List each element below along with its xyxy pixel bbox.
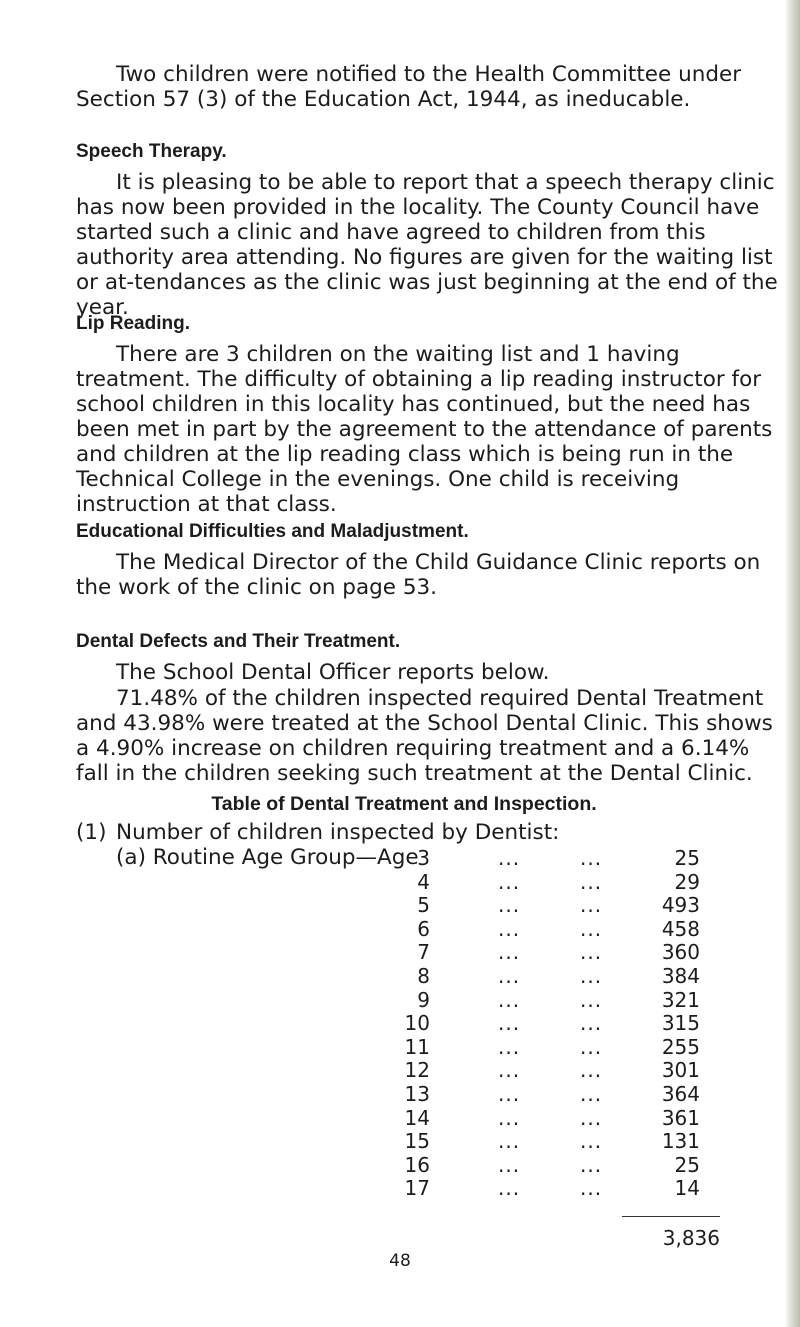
lip-reading-paragraph: There are 3 children on the waiting list and 1 having treatment. The difficulty of obtaining a lip reading instructor for school children in this locality has continued, but the need has been met in part by the agreement to the attendance of parents and children at the lip reading class which is being run in the Technical College in the evenings. One child is receiving instruction at that class.: [76, 342, 773, 517]
table-row: [380, 964, 720, 989]
age-cell: 12: [404, 1058, 430, 1083]
table-row: [380, 1035, 720, 1060]
table-row: [380, 1129, 720, 1154]
leader-dots: ...: [498, 1011, 521, 1036]
table-title: Table of Dental Treatment and Inspection.: [211, 793, 597, 815]
leader-dots: ...: [580, 1011, 603, 1036]
count-cell: 29: [674, 869, 700, 894]
age-cell: 4: [417, 869, 430, 894]
leader-dots: ...: [580, 1129, 603, 1154]
speech-therapy-paragraph: It is pleasing to be able to report that a speech therapy clinic has now been provided in the locality. The County Council have started such a clinic and have agreed to children from this authority area attending. No figures are given for the waiting list or at-tendances as the clinic was just beginning at the end of the year.: [76, 170, 778, 320]
table-row: [380, 1058, 720, 1083]
leader-dots: ...: [580, 1058, 603, 1083]
age-cell: 15: [404, 1129, 430, 1154]
count-cell: 384: [661, 964, 700, 988]
age-cell: 7: [417, 940, 430, 965]
intro-paragraph: Two children were notified to the Health Committee under Section 57 (3) of the Education Act, 1944, as ineducable.: [76, 62, 742, 112]
table-row: [380, 1011, 720, 1036]
count-cell: 301: [661, 1058, 700, 1083]
section-heading-speech-therapy: Speech Therapy.: [76, 141, 227, 162]
leader-dots: ...: [498, 1176, 521, 1201]
leader-dots: ...: [580, 846, 603, 870]
table-row: [380, 1153, 720, 1178]
leader-dots: ...: [580, 1152, 603, 1177]
age-cell: 10: [404, 1011, 430, 1036]
leader-dots: ...: [498, 1082, 521, 1106]
page-number: 48: [389, 1251, 411, 1272]
table-sub-label: (a) Routine Age Group—Age: [116, 845, 419, 870]
total-rule: [622, 1216, 720, 1217]
leader-dots: ...: [498, 964, 521, 988]
table-row: [380, 893, 720, 918]
table-row: [380, 846, 720, 871]
leader-dots: ...: [498, 940, 521, 965]
count-cell: 25: [674, 1152, 700, 1177]
leader-dots: ...: [580, 940, 603, 965]
leader-dots: ...: [580, 1176, 603, 1201]
page-edge-shadow: [786, 0, 800, 1327]
leader-dots: ...: [580, 987, 603, 1012]
age-cell: 8: [417, 964, 430, 988]
leader-dots: ...: [580, 893, 603, 918]
leader-dots: ...: [498, 893, 521, 918]
age-cell: 3: [417, 846, 430, 870]
count-cell: 14: [674, 1176, 700, 1201]
leader-dots: ...: [580, 1034, 603, 1059]
leader-dots: ...: [498, 916, 521, 941]
leader-dots: ...: [498, 1129, 521, 1154]
dental-statistics-paragraph: 71.48% of the children inspected required Dental Treatment and 43.98% were treated at the School Dental Clinic. This shows a 4.90% increase on children requiring treatment and a 6.14% fall in the children seeking such treatment at the Dental Clinic.: [76, 686, 773, 786]
table-row: [380, 917, 720, 942]
count-cell: 360: [661, 940, 700, 965]
leader-dots: ...: [498, 987, 521, 1012]
count-cell: 458: [661, 916, 700, 941]
section-heading-educational-difficulties: Educational Difficulties and Maladjustment.: [76, 521, 469, 542]
age-cell: 11: [404, 1034, 430, 1059]
leader-dots: ...: [580, 964, 603, 988]
educational-difficulties-paragraph: The Medical Director of the Child Guidance Clinic reports on the work of the clinic on page 53.: [76, 550, 761, 600]
table-item-number: (1): [76, 820, 107, 845]
leader-dots: ...: [498, 1152, 521, 1177]
table-row: [380, 1106, 720, 1131]
leader-dots: ...: [580, 1105, 603, 1130]
table-row: [380, 1082, 720, 1107]
count-cell: 321: [661, 987, 700, 1012]
age-cell: 6: [417, 916, 430, 941]
leader-dots: ...: [580, 916, 603, 941]
leader-dots: ...: [498, 1034, 521, 1059]
count-cell: 131: [661, 1129, 700, 1154]
table-item-label: Number of children inspected by Dentist:: [116, 820, 560, 845]
count-cell: 493: [661, 893, 700, 918]
leader-dots: ...: [498, 1105, 521, 1130]
count-cell: 361: [661, 1105, 700, 1130]
count-cell: 255: [661, 1034, 700, 1059]
table-row: [380, 1176, 720, 1201]
age-cell: 17: [404, 1176, 430, 1201]
section-heading-dental-defects: Dental Defects and Their Treatment.: [76, 631, 401, 652]
age-cell: 14: [404, 1105, 430, 1130]
count-cell: 315: [661, 1011, 700, 1036]
count-cell: 25: [674, 846, 700, 870]
table-row: [380, 870, 720, 895]
leader-dots: ...: [498, 869, 521, 894]
age-cell: 16: [404, 1152, 430, 1177]
table-row: [380, 988, 720, 1013]
count-cell: 364: [661, 1082, 700, 1106]
age-cell: 13: [404, 1082, 430, 1106]
leader-dots: ...: [498, 1058, 521, 1083]
leader-dots: ...: [580, 1082, 603, 1106]
age-cell: 5: [417, 893, 430, 918]
table-row: [380, 940, 720, 965]
table-total: 3,836: [662, 1226, 720, 1251]
dental-intro-line: The School Dental Officer reports below.: [116, 660, 550, 685]
age-cell: 9: [417, 987, 430, 1012]
section-heading-lip-reading: Lip Reading.: [76, 313, 190, 334]
leader-dots: ...: [580, 869, 603, 894]
leader-dots: ...: [498, 846, 521, 870]
